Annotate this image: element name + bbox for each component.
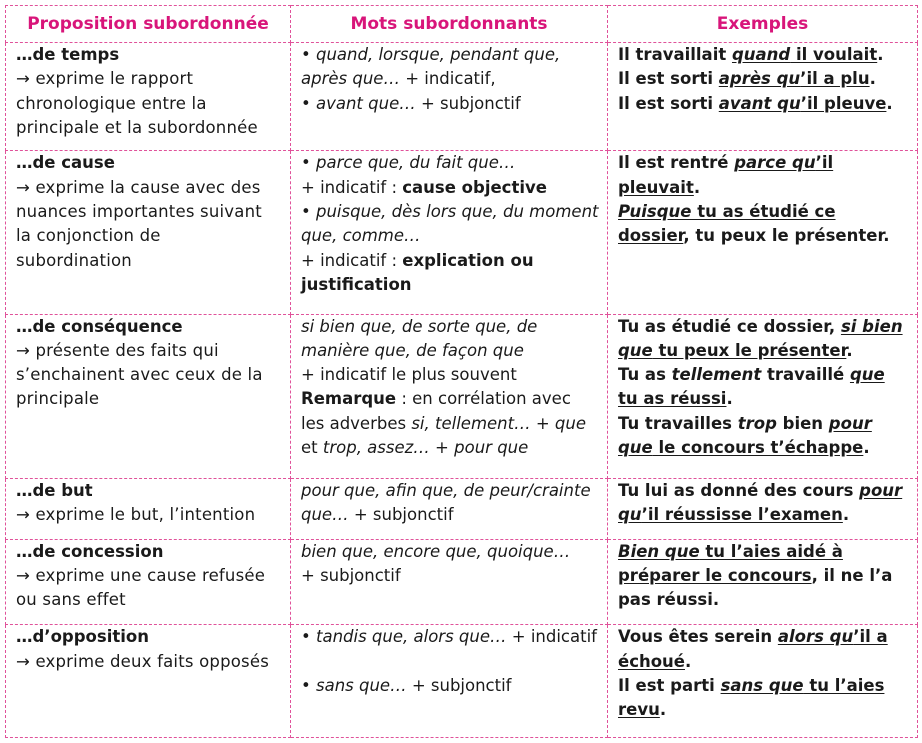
text-segment: Tu travailles [618, 413, 738, 433]
text-segment: + indicatif le plus souvent [301, 365, 517, 385]
text-segment: Il travaillait [618, 45, 732, 64]
examples-cell [608, 314, 918, 478]
text-segment: • [301, 202, 316, 222]
text-segment: ’il a échoué [618, 627, 888, 671]
text-segment: pour que, afin que, de peur/crainte que… [301, 480, 591, 525]
proposition-cell [6, 625, 291, 738]
text-segment: + subjonctif [415, 93, 521, 113]
text-segment: si bien que, de sorte que, de manière que, de façon que [301, 316, 538, 360]
words-line [301, 249, 599, 298]
example-line [618, 625, 909, 674]
proposition-desc: → exprime une cause refusée ou sans effet [16, 565, 266, 610]
text-segment: + subjonctif [301, 565, 401, 585]
text-segment: • [301, 153, 316, 173]
examples-cell [608, 478, 918, 539]
text-segment: sans que [720, 675, 804, 695]
text-segment: + subjonctif [406, 675, 512, 695]
text-segment: + subjonctif [348, 505, 454, 525]
text-segment: que [554, 413, 587, 433]
text-segment: si, tellement… [411, 413, 531, 433]
row-consequence [6, 314, 918, 478]
example-line [618, 479, 909, 528]
text-segment: Bien que [618, 541, 700, 561]
header-exemples: Exemples [608, 6, 918, 43]
text-segment: cause objective [402, 177, 547, 197]
text-segment: Tu as [618, 365, 672, 385]
proposition-title: …d’opposition [16, 627, 149, 647]
text-segment: parce qu [734, 153, 816, 173]
words-cell [291, 151, 608, 314]
text-segment: trop [737, 413, 777, 433]
text-segment: + indicatif : [301, 177, 403, 197]
words-line [301, 479, 599, 528]
example-line [618, 43, 909, 67]
example-line [618, 151, 909, 200]
text-segment: . [685, 651, 692, 671]
text-segment: si bien que [618, 316, 903, 360]
text-segment: alors qu [777, 627, 854, 647]
header-proposition: Proposition subordonnée [6, 6, 291, 43]
text-segment: • [301, 45, 316, 64]
text-segment: . [869, 69, 876, 89]
words-line [301, 315, 599, 364]
proposition-title: …de concession [16, 541, 164, 561]
proposition-cell [6, 314, 291, 478]
row-cause [6, 151, 918, 314]
example-line [618, 674, 909, 723]
proposition-cell [6, 539, 291, 625]
words-line [301, 564, 599, 588]
text-segment: + indicatif : [301, 250, 403, 270]
text-segment: ’il a plu [800, 69, 870, 89]
row-temps [6, 43, 918, 151]
text-segment: Tu as étudié ce dossier, [618, 316, 841, 336]
words-line [301, 363, 599, 387]
text-segment: , il ne l’a pas réussi. [618, 565, 893, 610]
text-segment: avant que… [315, 93, 416, 113]
text-segment: parce que, du fait que… [315, 153, 516, 173]
proposition-cell [6, 478, 291, 539]
text-segment: + indicatif, [399, 69, 496, 89]
text-segment: pour que [454, 438, 529, 458]
examples-cell [608, 43, 918, 151]
text-segment: . [659, 700, 667, 720]
text-segment: . [693, 177, 701, 197]
examples-cell [608, 539, 918, 625]
text-segment: + [429, 438, 455, 458]
words-line [301, 176, 599, 200]
example-line [618, 363, 909, 412]
text-segment: • [301, 627, 316, 647]
text-segment: Vous êtes serein [618, 627, 778, 647]
text-segment: explication ou justification [301, 250, 534, 294]
text-segment: Il est sorti [618, 93, 719, 113]
text-segment: pour qu [618, 480, 903, 525]
words-line [301, 92, 599, 116]
proposition-desc: → présente des faits qui s’enchainent avec ceux de la principale [16, 340, 263, 409]
text-segment: • [301, 93, 316, 113]
words-line [301, 674, 599, 698]
example-line [618, 200, 909, 249]
text-segment: avant qu [718, 93, 801, 113]
words-cell [291, 43, 608, 151]
text-segment: trop, assez… [322, 438, 430, 458]
words-line [301, 625, 599, 649]
proposition-cell [6, 151, 291, 314]
text-segment: . [842, 505, 850, 525]
text-segment: Remarque [301, 389, 397, 409]
proposition-title: …de temps [16, 45, 120, 64]
words-line [301, 151, 599, 175]
text-segment: tu peux le présenter [652, 340, 847, 360]
text-segment: quand [731, 45, 791, 64]
example-line [618, 412, 909, 461]
text-segment: + indicatif [506, 627, 597, 647]
text-segment: tu l’aies revu [618, 675, 885, 720]
text-segment: : en corrélation avec les adverbes [301, 389, 571, 433]
example-line [618, 540, 909, 613]
row-but [6, 478, 918, 539]
proposition-title: …de but [16, 480, 93, 500]
text-segment: Puisque [618, 202, 692, 222]
text-segment: Il est parti [618, 675, 721, 695]
text-segment: ’il pleuve [800, 93, 887, 113]
words-line [301, 43, 599, 92]
proposition-desc: → exprime le rapport chronologique entre la principale et la subordonnée [16, 69, 258, 137]
text-segment: travaillé [761, 365, 850, 385]
text-segment: le concours t’échappe [652, 438, 864, 458]
text-segment: tu l’aies aidé à préparer le concours [618, 541, 843, 585]
words-cell [291, 625, 608, 738]
text-segment: Il est sorti [618, 69, 719, 89]
row-opposition [6, 625, 918, 738]
text-segment: après qu [718, 69, 801, 89]
proposition-desc: → exprime la cause avec des nuances importantes suivant la conjonction de subordination [16, 177, 262, 270]
words-cell [291, 314, 608, 478]
proposition-desc: → exprime deux faits opposés [16, 651, 269, 671]
text-segment: • [301, 675, 316, 695]
text-segment: tellement [671, 365, 762, 385]
text-segment: Tu lui as donné des cours [618, 480, 860, 500]
example-line [618, 92, 909, 116]
example-line [618, 67, 909, 91]
proposition-desc: → exprime le but, l’intention [16, 505, 256, 525]
text-segment: tu as réussi [618, 389, 727, 409]
text-segment: ’il pleuvait [618, 153, 834, 197]
example-line [618, 315, 909, 364]
row-concession [6, 539, 918, 625]
examples-cell [608, 625, 918, 738]
proposition-title: …de conséquence [16, 316, 183, 336]
text-segment: . [846, 340, 853, 360]
words-line [301, 650, 599, 674]
text-segment: tu as étudié ce dossier [618, 202, 836, 246]
text-segment: . [886, 93, 893, 113]
text-segment: quand, lorsque, pendant que, après que… [301, 45, 561, 89]
text-segment: bien que, encore que, quoique… [301, 541, 571, 561]
text-segment: et [301, 438, 323, 458]
subordinate-clauses-table [5, 5, 918, 738]
text-segment: puisque, dès lors que, du moment que, comme… [301, 202, 599, 246]
text-segment: il voulait [790, 45, 878, 64]
text-segment: , tu peux le présenter. [683, 226, 890, 246]
text-segment: ’il réussisse l’examen [641, 505, 843, 525]
text-segment: . [726, 389, 733, 409]
examples-cell [608, 151, 918, 314]
words-cell [291, 539, 608, 625]
text-segment: . [863, 438, 870, 458]
header-row [6, 6, 918, 43]
words-line [301, 540, 599, 564]
text-segment: bien [776, 413, 829, 433]
proposition-cell [6, 43, 291, 151]
words-line [301, 200, 599, 249]
text-segment: + [530, 413, 555, 433]
words-line [301, 387, 599, 460]
text-segment: que [849, 365, 885, 385]
proposition-title: …de cause [16, 153, 115, 173]
text-segment: sans que… [315, 675, 407, 695]
words-cell [291, 478, 608, 539]
text-segment: Il est rentré [618, 153, 735, 173]
text-segment: tandis que, alors que… [315, 627, 507, 647]
header-mots: Mots subordonnants [291, 6, 608, 43]
text-segment: pour que [618, 413, 872, 458]
text-segment: . [877, 45, 884, 64]
